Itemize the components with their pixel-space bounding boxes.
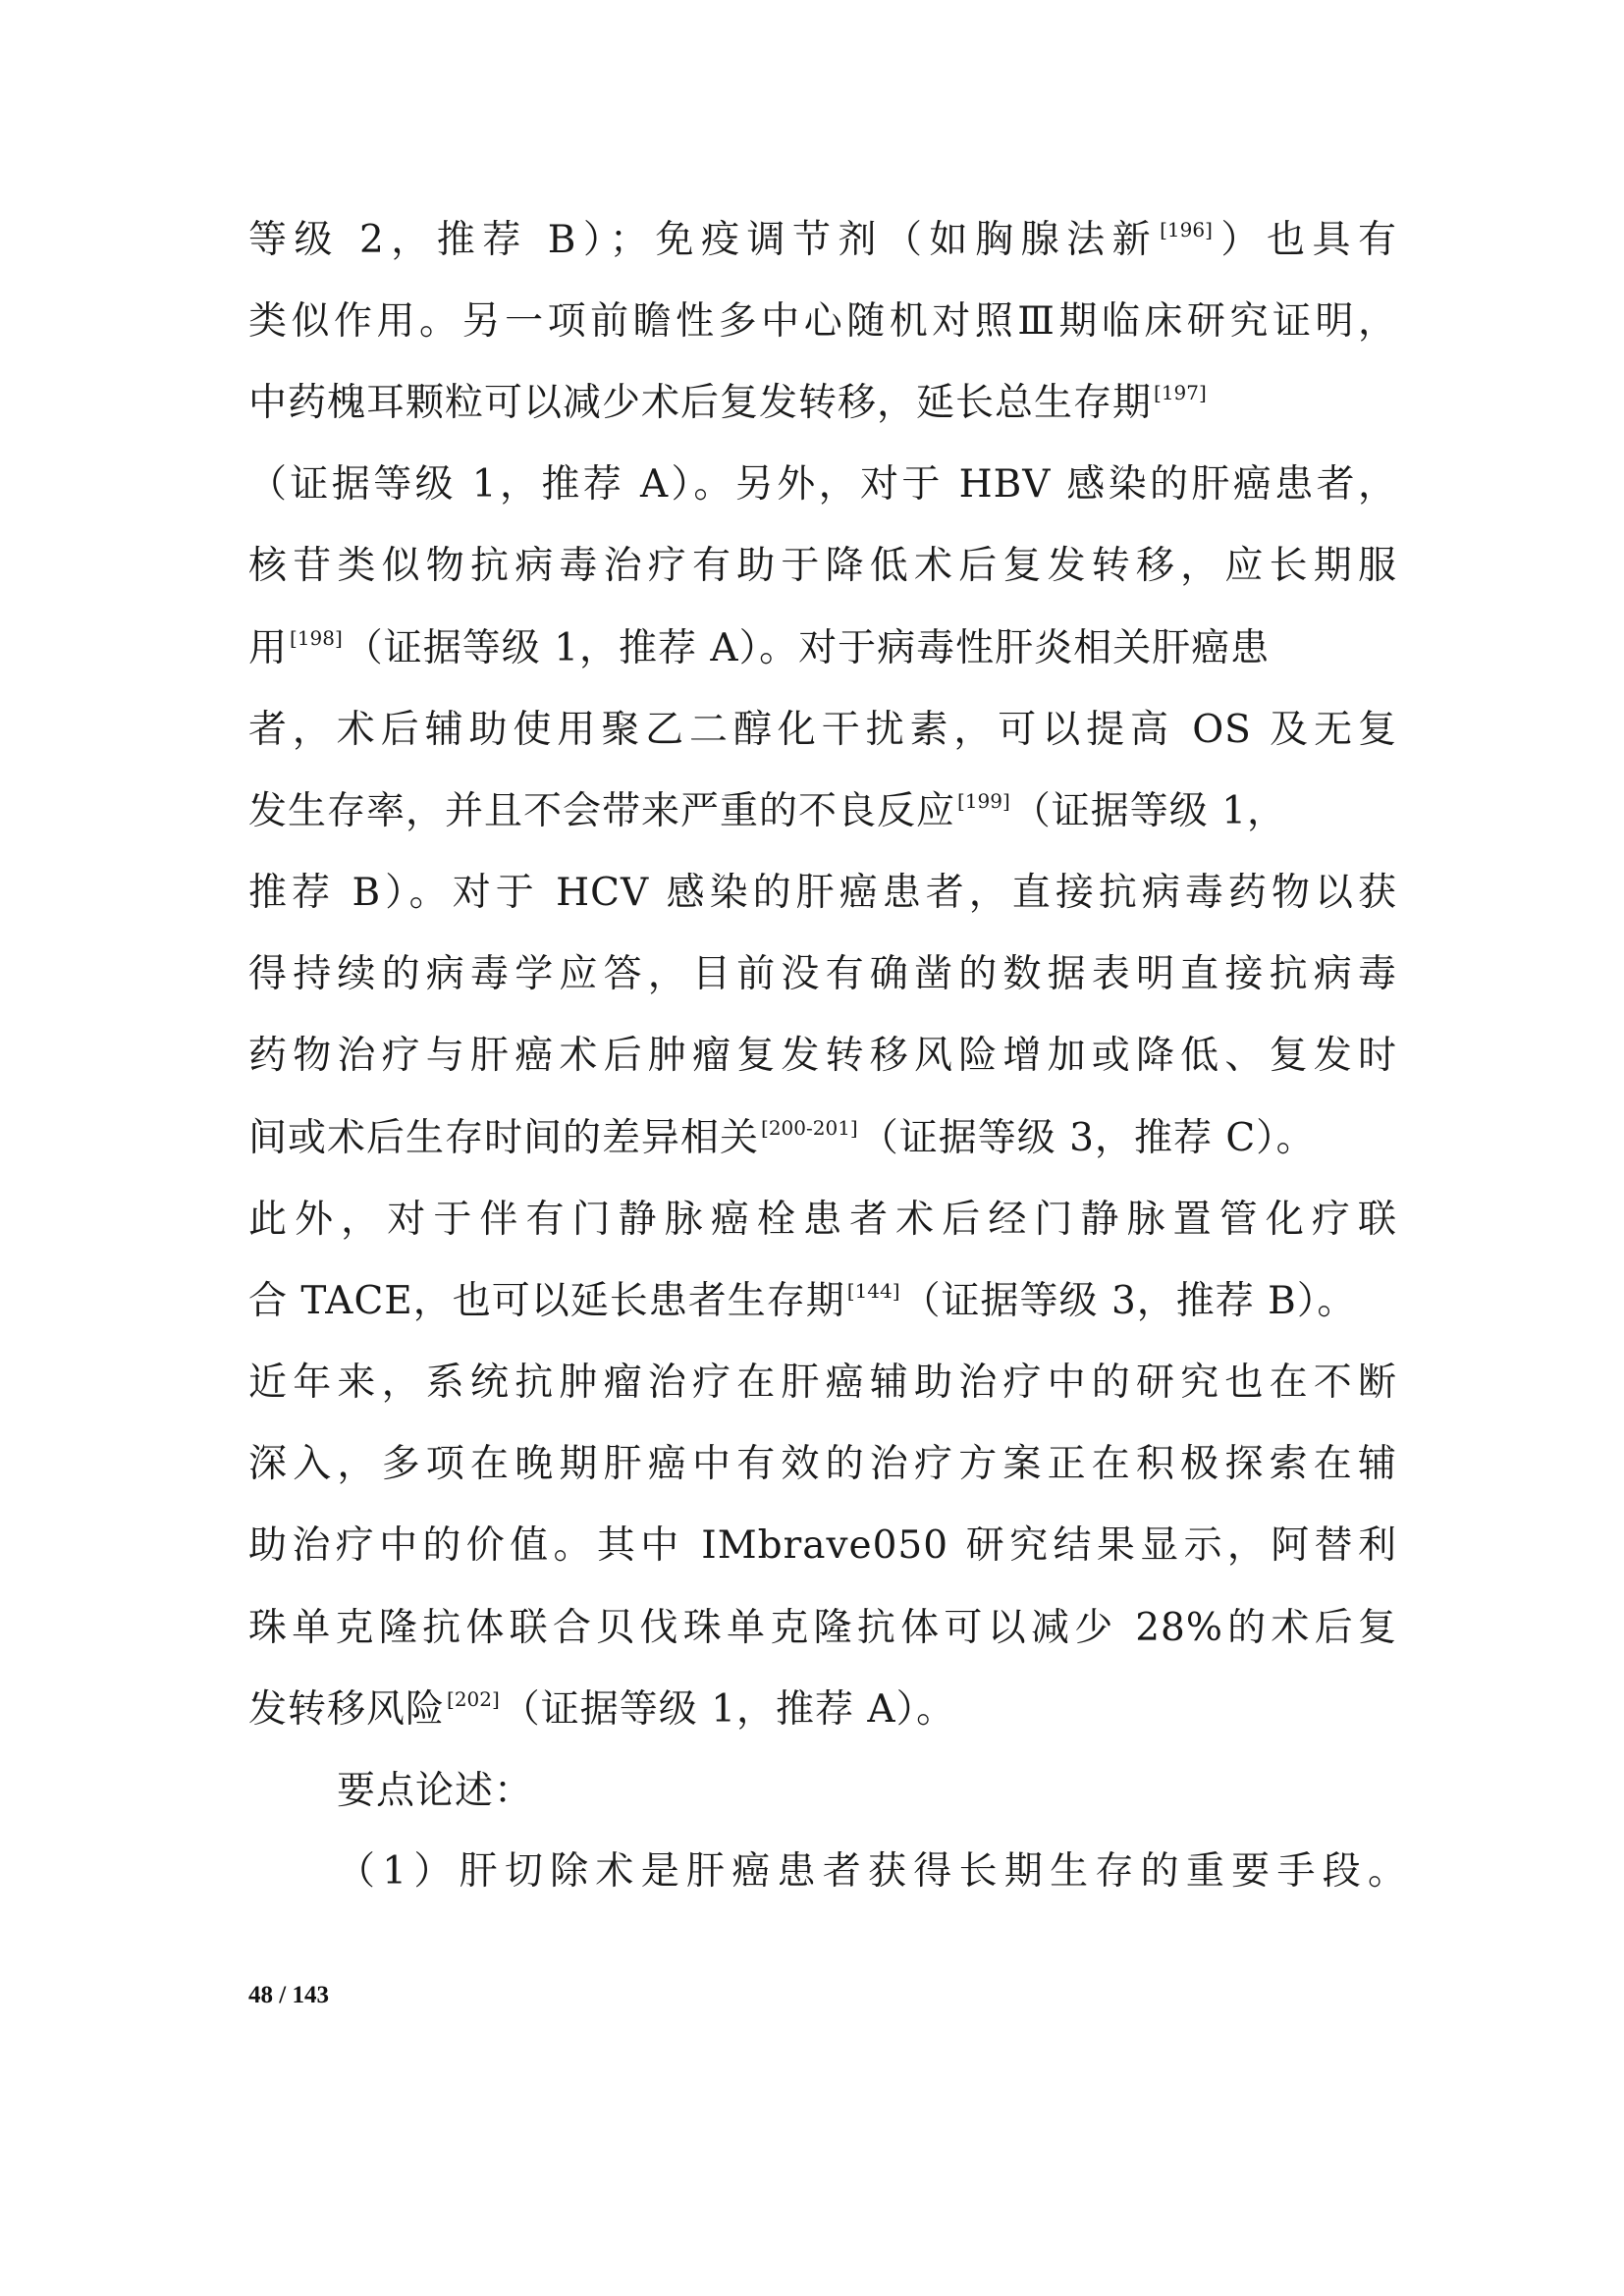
text-line xyxy=(248,864,1397,923)
text-line xyxy=(337,1762,1397,1821)
text-segment: 得持续的病毒学应答，目前没有确凿的数据表明直接抗病毒 xyxy=(248,952,1397,996)
citation-ref: [202] xyxy=(447,1687,500,1711)
text-segment: （证据等级 3，推荐 B）。 xyxy=(901,1279,1357,1323)
text-line xyxy=(248,1354,1397,1413)
text-segment: 药物治疗与肝癌术后肿瘤复发转移风险增加或降低、复发时 xyxy=(248,1034,1397,1078)
text-segment: 近年来，系统抗肿瘤治疗在肝癌辅助治疗中的研究也在不断 xyxy=(248,1361,1397,1405)
text-line xyxy=(248,619,1397,678)
text-segment: ）也具有 xyxy=(1214,218,1397,262)
citation-ref: [144] xyxy=(846,1279,900,1303)
text-segment: 助治疗中的价值。其中 IMbrave050 研究结果显示，阿替利 xyxy=(248,1523,1397,1568)
text-segment: 珠单克隆抗体联合贝伐珠单克隆抗体可以减少 28%的术后复 xyxy=(248,1606,1397,1650)
text-segment: 间或术后生存时间的差异相关 xyxy=(248,1116,760,1160)
text-line xyxy=(248,945,1397,1004)
text-segment: 类似作用。另一项前瞻性多中心随机对照Ⅲ期临床研究证明， xyxy=(248,299,1397,344)
text-line xyxy=(248,537,1397,596)
text-line xyxy=(248,1681,1397,1739)
text-line xyxy=(248,1599,1397,1658)
citation-ref: [200-201] xyxy=(761,1116,858,1140)
text-segment: 发生存率，并且不会带来严重的不良反应 xyxy=(248,789,956,833)
text-segment: 发转移风险 xyxy=(248,1687,446,1732)
text-segment: （1）肝切除术是肝癌患者获得长期生存的重要手段。 xyxy=(337,1849,1407,1894)
citation-ref: [196] xyxy=(1160,218,1213,241)
page-number: 48 / 143 xyxy=(248,1982,329,2008)
text-segment: （证据等级 1，推荐 A）。另外，对于 HBV 感染的肝癌患者， xyxy=(248,462,1397,507)
text-segment: 者，术后辅助使用聚乙二醇化干扰素，可以提高 OS 及无复 xyxy=(248,708,1397,752)
text-segment: 要点论述： xyxy=(337,1769,534,1813)
text-line xyxy=(248,782,1397,841)
text-line xyxy=(248,1435,1397,1494)
text-segment: （证据等级 1，推荐 A）。 xyxy=(501,1687,956,1732)
text-line xyxy=(248,701,1397,760)
text-segment: （证据等级 1， xyxy=(1011,789,1287,833)
text-segment: 深入，多项在晚期肝癌中有效的治疗方案正在积极探索在辅 xyxy=(248,1442,1397,1486)
citation-ref: [198] xyxy=(290,626,343,650)
text-segment: （证据等级 3，推荐 C）。 xyxy=(859,1116,1316,1160)
text-line xyxy=(248,211,1397,270)
text-line xyxy=(248,455,1397,514)
text-line xyxy=(248,1517,1397,1575)
text-line xyxy=(248,1191,1397,1250)
text-line xyxy=(248,1272,1397,1331)
text-segment: 此外，对于伴有门静脉癌栓患者术后经门静脉置管化疗联 xyxy=(248,1198,1397,1242)
citation-ref: [197] xyxy=(1154,381,1207,404)
text-line xyxy=(248,374,1397,433)
text-line xyxy=(337,1842,1407,1901)
text-segment: （证据等级 1，推荐 A）。对于病毒性肝炎相关肝癌患 xyxy=(344,626,1271,670)
text-segment: 核苷类似物抗病毒治疗有助于降低术后复发转移，应长期服 xyxy=(248,544,1397,588)
text-segment: 中药槐耳颗粒可以减少术后复发转移，延长总生存期 xyxy=(248,381,1153,425)
citation-ref: [199] xyxy=(957,789,1010,813)
text-line xyxy=(248,293,1397,351)
text-segment: 等级 2，推荐 B）；免疫调节剂（如胸腺法新 xyxy=(248,218,1159,262)
text-segment: 合 TACE，也可以延长患者生存期 xyxy=(248,1279,845,1323)
text-line xyxy=(248,1109,1397,1168)
text-segment: 用 xyxy=(248,626,289,670)
text-line xyxy=(248,1027,1397,1086)
text-segment: 推荐 B）。对于 HCV 感染的肝癌患者，直接抗病毒药物以获 xyxy=(248,871,1397,915)
